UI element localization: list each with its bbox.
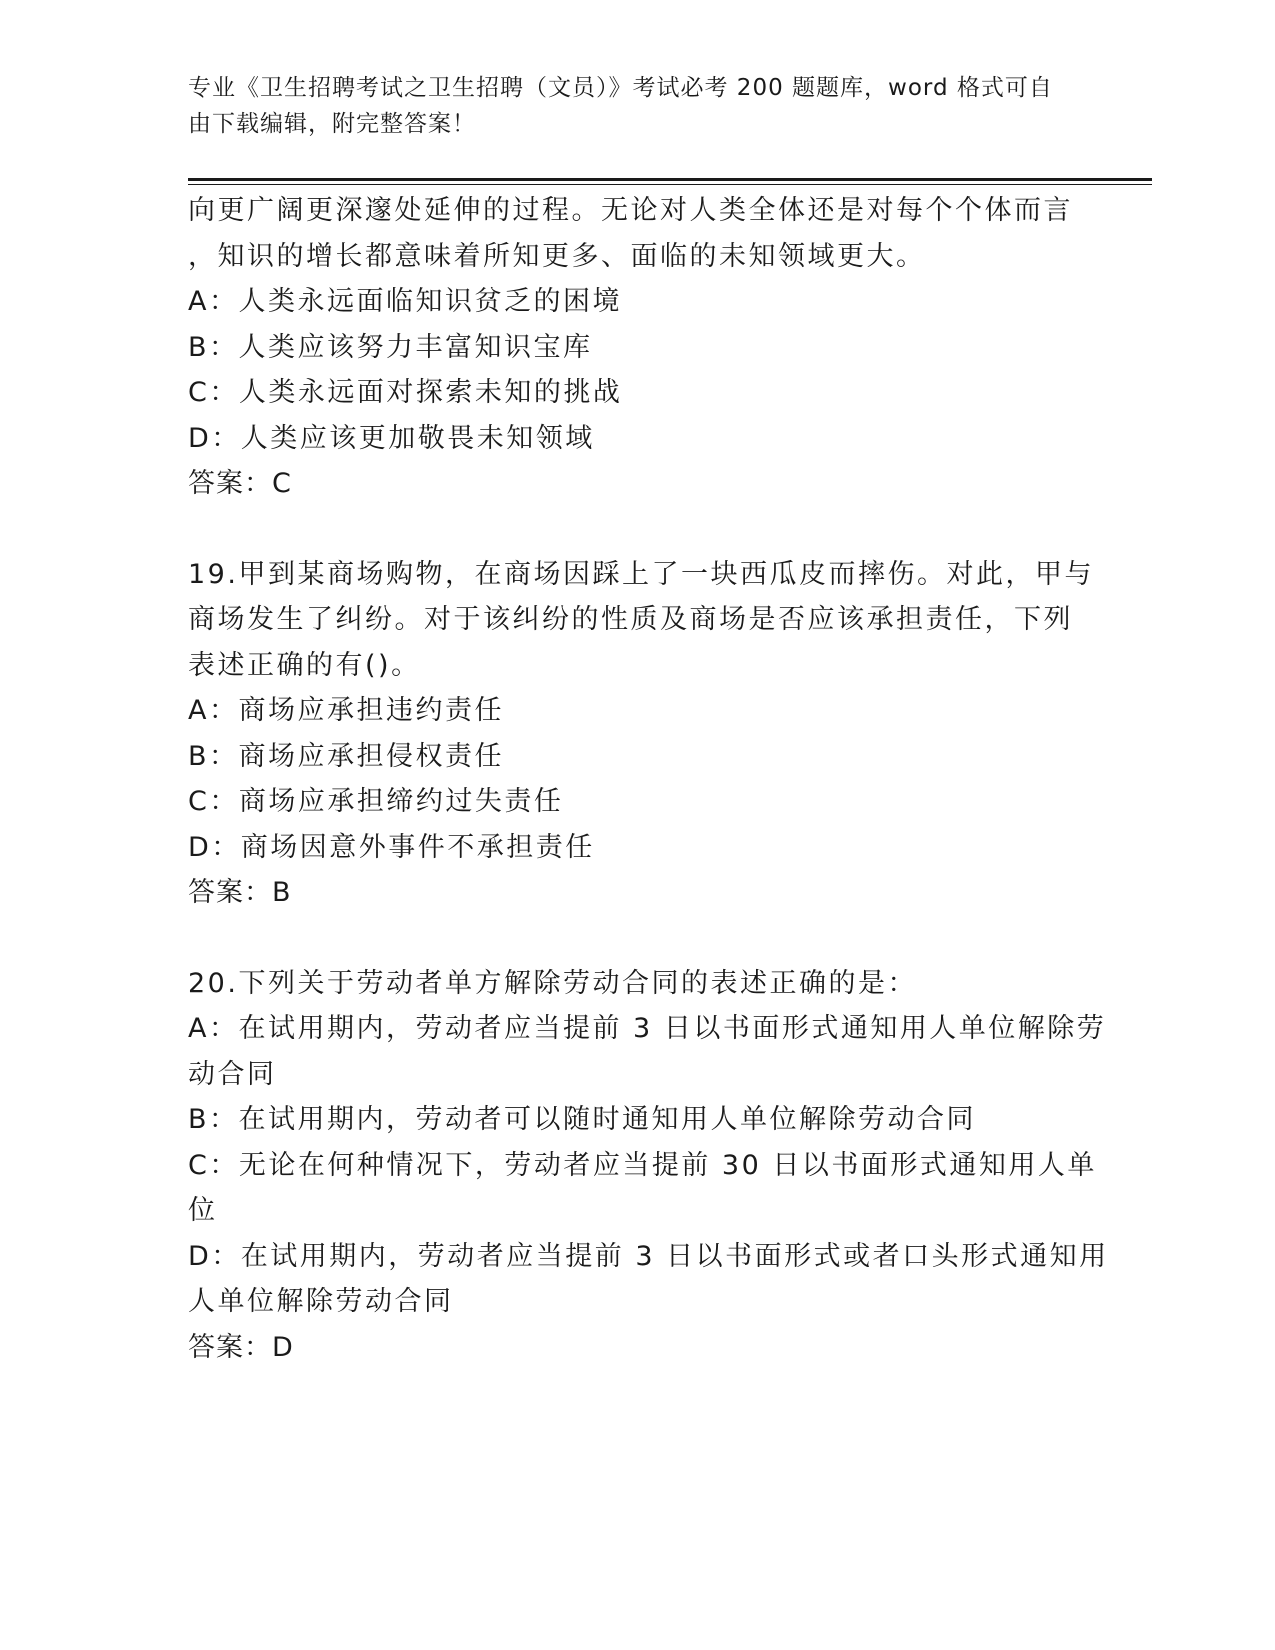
document-header — [188, 70, 1068, 142]
question-19 — [188, 552, 1094, 916]
option-a: A：在试用期内，劳动者应当提前 3 日以书面形式通知用人单位解除劳 — [188, 1013, 1107, 1044]
option-c: C：人类永远面对探索未知的挑战 — [188, 377, 623, 408]
spacer — [188, 916, 1088, 961]
header-divider-thin — [188, 184, 1152, 185]
option-c-continuation: 位 — [188, 1195, 218, 1226]
option-a-continuation: 动合同 — [188, 1058, 277, 1090]
option-a: A：人类永远面临知识贫乏的困境 — [188, 286, 622, 317]
option-d: D：人类应该更加敬畏未知领域 — [188, 422, 595, 454]
header-line-2: 由下载编辑，附完整答案！ — [188, 111, 476, 137]
header-divider-thick — [188, 178, 1152, 181]
option-a: A：商场应承担违约责任 — [188, 695, 504, 726]
option-b: B：在试用期内，劳动者可以随时通知用人单位解除劳动合同 — [188, 1104, 977, 1135]
question-text-line: 表述正确的有()。 — [188, 649, 421, 681]
question-text-line: 20.下列关于劳动者单方解除劳动合同的表述正确的是： — [188, 967, 917, 999]
option-d: D：在试用期内，劳动者应当提前 3 日以书面形式或者口头形式通知用 — [188, 1240, 1109, 1272]
spacer — [188, 507, 1088, 552]
header-line-1: 专业《卫生招聘考试之卫生招聘（文员）》考试必考 200 题题库，word 格式可自 — [188, 75, 1053, 101]
option-d: D：商场因意外事件不承担责任 — [188, 831, 595, 863]
document-body — [188, 188, 1109, 1370]
answer-line: 答案：D — [188, 1331, 294, 1363]
option-b: B：人类应该努力丰富知识宝库 — [188, 331, 593, 363]
answer-line: 答案：C — [188, 468, 292, 499]
question-18 — [188, 188, 1088, 507]
question-text-line: ，知识的增长都意味着所知更多、面临的未知领域更大。 — [188, 240, 926, 272]
option-c: C：无论在何种情况下，劳动者应当提前 30 日以书面形式通知用人单 — [188, 1149, 1097, 1181]
question-text-line: 19.甲到某商场购物，在商场因踩上了一块西瓜皮而摔伤。对此，甲与 — [188, 558, 1094, 590]
option-b: B：商场应承担侵权责任 — [188, 740, 505, 772]
option-c: C：商场应承担缔约过失责任 — [188, 786, 564, 817]
option-d-continuation: 人单位解除劳动合同 — [188, 1286, 454, 1317]
question-text-line: 向更广阔更深邃处延伸的过程。无论对人类全体还是对每个个体而言 — [188, 195, 1073, 226]
question-text-line: 商场发生了纠纷。对于该纠纷的性质及商场是否应该承担责任，下列 — [188, 604, 1073, 635]
question-20 — [188, 961, 1109, 1371]
answer-line: 答案：B — [188, 877, 292, 908]
